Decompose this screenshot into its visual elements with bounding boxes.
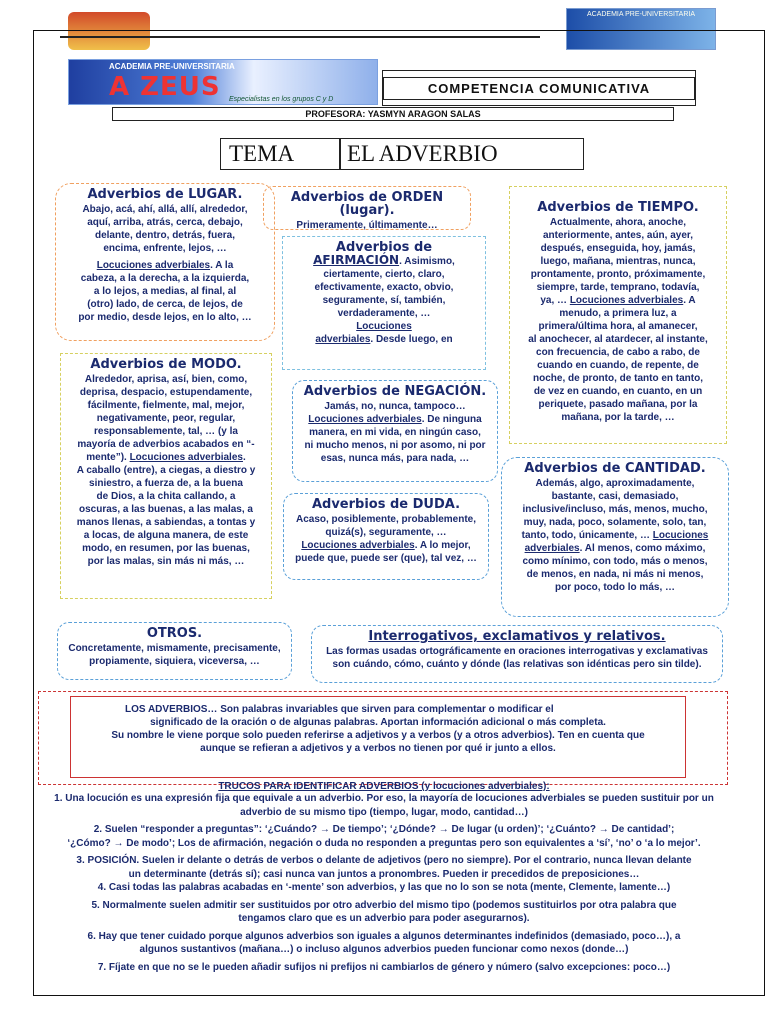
tiempo-line: siempre, tarde, temprano, todavía, bbox=[536, 282, 700, 293]
academy-logo bbox=[68, 59, 378, 105]
orden-line: Primeramente, últimamente… bbox=[296, 220, 438, 231]
modo-loc-line: A caballo (entre), a ciegas, a diestro y bbox=[76, 465, 256, 476]
negacion-loc-line: manera, en mi vida, en ningún caso, bbox=[309, 427, 481, 438]
duda-loc-line: . A lo mejor, bbox=[414, 540, 471, 551]
box-afirmacion bbox=[282, 236, 486, 370]
tiempo-loc-line: menudo, a primera luz, a bbox=[559, 308, 677, 319]
definition-box bbox=[70, 696, 686, 778]
negacion-loc-line: . De ninguna bbox=[421, 414, 482, 425]
afirmacion-line: efectivamente, exacto, obvio, bbox=[314, 282, 454, 293]
definition-line: Su nombre le viene porque solo pueden referirse a adjetivos y a verbos (y a otros adverbios). Ten en cuenta que bbox=[111, 730, 645, 741]
interrogativos-line: son cuándo, cómo, cuánto y dónde (las relativas son idénticas pero sin tilde). bbox=[332, 659, 702, 670]
truco-line: un determinante (detrás sí); casi nunca van juntos a pronombres. Pueden ir precedidos de preposiciones… bbox=[128, 868, 640, 880]
box-negacion bbox=[292, 380, 498, 482]
box-interrogativos-title: Interrogativos, exclamativos y relativos. bbox=[368, 629, 666, 644]
course-title-box bbox=[382, 70, 696, 106]
afirmacion-line: seguramente, sí, también, bbox=[322, 295, 446, 306]
tiempo-loc-line: cuando en cuando, de repente, de bbox=[537, 360, 699, 371]
box-interrogativos bbox=[311, 625, 723, 683]
tiempo-loc-line: primera/última hora, al amanecer, bbox=[538, 321, 698, 332]
course-title: COMPETENCIA COMUNICATIVA bbox=[383, 77, 695, 100]
lugar-line: encima, enfrente, lejos, … bbox=[103, 243, 227, 254]
teacher-name: PROFESORA: YASMYN ARAGON SALAS bbox=[112, 107, 674, 121]
truco-line: 6. Hay que tener cuidado porque algunos adverbios son iguales a algunos determinantes indefinidos (demasiado, poco…), a bbox=[87, 930, 681, 942]
modo-line: responsablemente, tal, … (y la bbox=[94, 426, 238, 437]
box-modo-title: Adverbios de MODO. bbox=[90, 357, 242, 372]
box-orden-title: Adverbios de ORDEN (lugar). bbox=[290, 190, 444, 218]
tema-label: TEMA bbox=[229, 141, 295, 166]
truco-line: 4. Casi todas las palabras acabadas en ‘-mente’ son adverbios, y las que no lo son se nota (mente, Clemente, lamente…) bbox=[97, 882, 671, 893]
negacion-line: Jamás, no, nunca, tampoco… bbox=[324, 401, 466, 412]
modo-loc-line: . bbox=[242, 452, 246, 463]
modo-loc-line: modo, en resumen, por las buenas, bbox=[82, 543, 250, 554]
top-right-logo-text: ACADEMIA PRE-UNIVERSITARIA bbox=[586, 11, 695, 18]
duda-loc-line: puede que, puede ser (que), tal vez, … bbox=[295, 553, 477, 564]
tiempo-line: luego, mañana, mientras, nunca, bbox=[540, 256, 696, 267]
modo-line: mayoría de adverbios acabados en “- bbox=[77, 439, 255, 450]
tiempo-locuciones-label: Locuciones adverbiales bbox=[569, 295, 684, 306]
lugar-line: delante, dentro, detrás, fuera, bbox=[94, 230, 236, 241]
modo-loc-line: oscuras, a las buenas, a las malas, a bbox=[79, 504, 253, 515]
truco-line: 3. POSICIÓN. Suelen ir delante o detrás de verbos o delante de adjetivos (pero no siempre). Por el contrario, nunca llevan delante bbox=[76, 855, 692, 866]
truco-line: ‘¿Cómo? → De modo’; Los de afirmación, negación o duda no responden a preguntas pero son equivalentes a ‘sí’, ‘no’ o ‘a lo mejor’. bbox=[67, 837, 701, 849]
afirmacion-locuciones-label: Locuciones bbox=[356, 321, 412, 332]
afirmacion-line: . Asimismo, bbox=[399, 256, 455, 267]
definition-line: aunque se refieran a adjetivos y a verbos no tienen por qué ir junto a ellos. bbox=[200, 743, 556, 754]
lugar-loc-line: por medio, desde lejos, en lo alto, … bbox=[78, 312, 252, 323]
tiempo-line: prontamente, pronto, próximamente, bbox=[530, 269, 706, 280]
negacion-loc-line: esas, nunca más, para nada, … bbox=[320, 453, 470, 464]
tema-divider bbox=[339, 139, 341, 169]
modo-locuciones-label: Locuciones adverbiales bbox=[129, 452, 243, 463]
truco-line: 7. Fíjate en que no se le pueden añadir sufijos ni prefijos ni cambiarlos de género y número (salvo excepciones: poco…) bbox=[97, 961, 671, 973]
modo-loc-pre: mente”). bbox=[86, 452, 130, 463]
box-cantidad-title: Adverbios de CANTIDAD. bbox=[524, 461, 706, 476]
brand-name: A ZEUS bbox=[109, 72, 221, 102]
tiempo-loc-line: . A bbox=[683, 295, 696, 306]
box-lugar-title: Adverbios de LUGAR. bbox=[87, 187, 243, 202]
box-orden bbox=[263, 186, 471, 230]
cantidad-line: muy, nada, poco, solamente, solo, tan, bbox=[523, 517, 707, 528]
cantidad-line: Además, algo, aproximadamente, bbox=[535, 478, 695, 489]
box-lugar bbox=[55, 183, 275, 341]
truco-line: 2. Suelen “responder a preguntas”: ‘¿Cuándo? → De tiempo’; ‘¿Dónde? → De lugar (u orden)’; ‘¿Cuánto? → De cantidad’; bbox=[93, 824, 675, 835]
box-duda-title: Adverbios de DUDA. bbox=[311, 497, 461, 512]
lugar-loc-line: a lo lejos, a medias, al final, al bbox=[93, 286, 237, 297]
modo-line: negativamente, peor, regular, bbox=[96, 413, 236, 424]
afirmacion-title-2: AFIRMACIÓN bbox=[313, 253, 400, 267]
afirmacion-locuciones-label-2: adverbiales bbox=[315, 334, 371, 345]
box-otros-title: OTROS. bbox=[146, 626, 203, 641]
tiempo-loc-line: de vez en cuando, en cuanto, en un bbox=[533, 386, 703, 397]
definition-line: significado de la oración o de algunas palabras. Aportan información adicional o más completa. bbox=[150, 717, 606, 728]
tiempo-loc-line: periquete, pasado mañana, por la bbox=[538, 399, 698, 410]
cantidad-loc-line: de menos, en nada, ni más ni menos, bbox=[526, 569, 704, 580]
slogan: Especialistas en los grupos C y D bbox=[229, 96, 334, 103]
otros-line: Concretamente, mismamente, precisamente, bbox=[68, 643, 281, 654]
lugar-loc-line: cabeza, a la derecha, a la izquierda, bbox=[80, 273, 250, 284]
duda-locuciones-label: Locuciones adverbiales bbox=[301, 540, 415, 551]
modo-line: Alrededor, aprisa, así, bien, como, bbox=[84, 374, 248, 385]
negacion-locuciones-label: Locuciones adverbiales bbox=[308, 414, 422, 425]
afirmacion-line: verdaderamente, … bbox=[337, 308, 431, 319]
box-tiempo-title: Adverbios de TIEMPO. bbox=[537, 200, 699, 215]
tema-box bbox=[220, 138, 584, 170]
tiempo-loc-line: mañana, por la tarde, … bbox=[561, 412, 675, 423]
modo-line: deprisa, despacio, estupendamente, bbox=[79, 387, 253, 398]
tiempo-line: anteriormente, antes, aún, ayer, bbox=[542, 230, 694, 241]
definition-text bbox=[71, 697, 685, 761]
truco-line: 1. Una locución es una expresión fija que equivale a un adverbio. Por eso, la mayoría de locuciones adverbiales se pueden sustituir por un bbox=[54, 793, 714, 804]
modo-loc-line: manos llenas, a sabiendas, a tontas y bbox=[76, 517, 256, 528]
truco-line: algunos sustantivos (mañana…) o incluso algunos adverbios pueden funcionar como nexos (donde…) bbox=[139, 944, 629, 955]
duda-line: quizá(s), seguramente, … bbox=[325, 527, 447, 538]
cantidad-line: inclusive/incluso, más, menos, mucho, bbox=[522, 504, 708, 515]
modo-line: fácilmente, fielmente, mal, mejor, bbox=[87, 400, 245, 411]
duda-line: Acaso, posiblemente, probablemente, bbox=[295, 514, 477, 525]
cantidad-loc-line: por poco, todo lo más, … bbox=[555, 582, 675, 593]
box-negacion-title: Adverbios de NEGACIÓN. bbox=[303, 384, 487, 399]
box-duda bbox=[283, 493, 489, 580]
cantidad-loc-line: . Al menos, como máximo, bbox=[579, 543, 706, 554]
lugar-line: aquí, arriba, atrás, cerca, debajo, bbox=[87, 217, 243, 228]
modo-loc-line: de Dios, a la chita callando, a bbox=[96, 491, 236, 502]
cantidad-line: bastante, casi, demasiado, bbox=[551, 491, 679, 502]
tiempo-line: Actualmente, ahora, anoche, bbox=[549, 217, 687, 228]
truco-line: 5. Normalmente suelen admitir ser sustituidos por otro adverbio del mismo tipo (podemos sustituirlos por otra palabra que bbox=[91, 899, 677, 911]
box-afirmacion-title: Adverbios de bbox=[335, 240, 433, 255]
truco-line: tengamos claro que es un adverbio para poder asegurarnos). bbox=[238, 913, 530, 924]
trucos-section bbox=[40, 780, 728, 986]
lugar-loc-line: (otro) lado, de cerca, de lejos, de bbox=[87, 299, 243, 310]
afirmacion-line: ciertamente, cierto, claro, bbox=[323, 269, 445, 280]
cantidad-locuciones-label: Locuciones adverbiales bbox=[524, 530, 709, 554]
otros-line: propiamente, siquiera, viceversa, … bbox=[89, 656, 260, 667]
tiempo-loc-line: noche, de pronto, de tanto en tanto, bbox=[533, 373, 703, 384]
trucos-heading: TRUCOS PARA IDENTIFICAR ADVERBIOS (y locuciones adverbiales): bbox=[218, 781, 550, 792]
lugar-loc-line: . A la bbox=[210, 260, 234, 271]
interrogativos-line: Las formas usadas ortográficamente en oraciones interrogativas y exclamativas bbox=[326, 646, 708, 657]
tiempo-line: después, enseguida, hoy, jamás, bbox=[540, 243, 696, 254]
modo-loc-line: siniestro, a fuerza de, a la buena bbox=[89, 478, 243, 489]
definition-line: LOS ADVERBIOS… Son palabras invariables que sirven para complementar o modificar el bbox=[125, 704, 554, 715]
cantidad-loc-pre: tanto, todo, únicamente, … bbox=[521, 530, 653, 541]
lugar-locuciones-label: Locuciones adverbiales bbox=[96, 260, 211, 271]
negacion-loc-line: ni mucho menos, ni por asomo, ni por bbox=[304, 440, 486, 451]
lugar-line: Abajo, acá, ahí, allá, allí, alrededor, bbox=[82, 204, 248, 215]
cantidad-loc-line: como mínimo, con todo, más o menos, bbox=[522, 556, 708, 567]
truco-line: adverbio de su mismo tipo (tiempo, lugar, modo, cantidad…) bbox=[240, 806, 528, 818]
afirmacion-loc-tail: . Desde luego, en bbox=[370, 334, 453, 345]
tema-value: EL ADVERBIO bbox=[347, 141, 498, 166]
tiempo-loc-pre: ya, … bbox=[540, 295, 570, 306]
modo-loc-line: a locas, de alguna manera, de este bbox=[83, 530, 249, 541]
academy-name: ACADEMIA PRE-UNIVERSITARIA bbox=[109, 62, 235, 71]
box-tiempo bbox=[509, 186, 727, 444]
modo-loc-line: por las malas, sin más ni más, … bbox=[87, 556, 245, 567]
box-cantidad bbox=[501, 457, 729, 617]
tiempo-loc-line: al anochecer, al atardecer, al instante, bbox=[528, 334, 708, 345]
box-otros bbox=[57, 622, 292, 680]
tiempo-loc-line: con frecuencia, de cabo a rabo, de bbox=[536, 347, 700, 358]
box-modo bbox=[60, 353, 272, 599]
